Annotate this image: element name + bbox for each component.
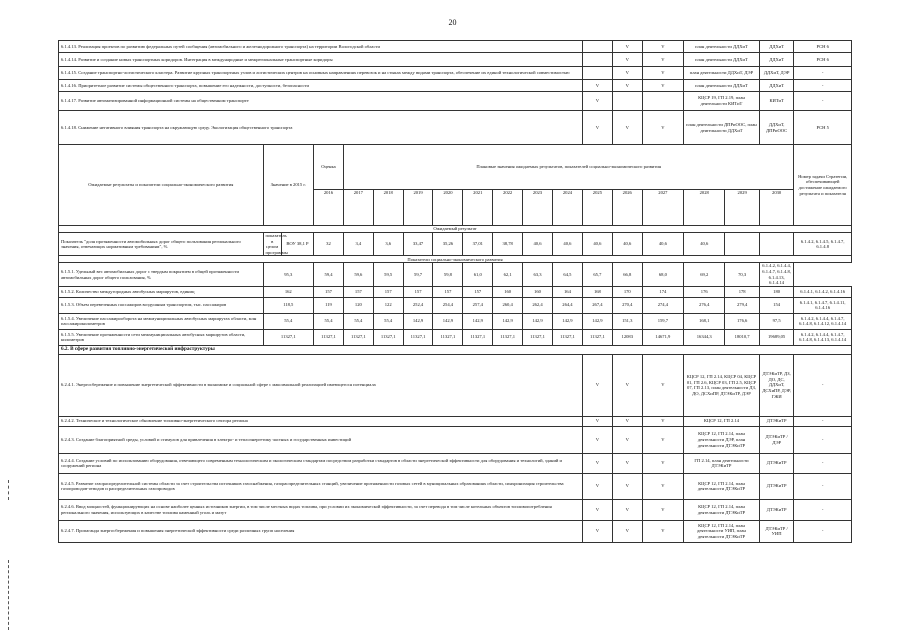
base-value: 95,3	[263, 263, 314, 286]
value-cell: 142,9	[493, 313, 523, 329]
value-cell: 142,9	[523, 313, 553, 329]
activity-text: 6.2.4.6. Ввод мощностей, функционирующих на основе наиболее ценных источников энергии, в том числе местных видах топлива, при условии их экономической эффективности, за счет перевода в том числе котельных объектов топливопотребления регионального значения, использующих в качестве топлива каменный уголь и мазут	[59, 499, 583, 520]
indicators-subheader: Показатели социально-экономического развития	[59, 256, 852, 263]
period-2-marker: V	[612, 416, 642, 426]
year-header: 2016	[314, 190, 344, 226]
period-3-marker: V	[642, 426, 683, 453]
value-cell: 40,6	[523, 233, 553, 256]
responsible-executor: КИТиТ	[759, 92, 793, 111]
value-cell: 157	[373, 286, 403, 297]
value-cell: 63,3	[523, 263, 553, 286]
value-cell: 142,9	[552, 313, 582, 329]
activity-row	[59, 111, 852, 145]
target-reference: РСН 6	[794, 41, 852, 53]
period-2-marker: V	[612, 41, 642, 53]
value-cell: 142,9	[582, 313, 612, 329]
task-reference: 6.1.4.2, 6.1.4.4, 6.1.4.7, 6.1.4.8, 6.1.4.13, 6.1.4.14	[759, 263, 793, 286]
period-3-marker: V	[642, 80, 683, 92]
value-cell: 68,0	[642, 263, 683, 286]
value-cell: 157	[403, 286, 433, 297]
responsible-executor: ДТЭКиТР / УИП	[759, 520, 793, 542]
value-cell: 69,2	[684, 263, 725, 286]
value-cell: 119	[314, 297, 344, 313]
activity-row	[59, 426, 852, 453]
source-document: КЦСР 12, ГП 2.14, план деятельности ДТЭКиТР	[684, 499, 760, 520]
header-row	[59, 145, 852, 190]
value-cell: 176	[684, 286, 725, 297]
value-cell: 59,5	[373, 263, 403, 286]
responsible-executor: ДТЭКиТР / ДЭР	[759, 426, 793, 453]
period-3-marker: V	[642, 416, 683, 426]
activity-text: 6.1.4.17. Развитие автоматизированной информационной системы на общественном транспорте	[59, 92, 583, 111]
value-cell: 274,4	[642, 297, 683, 313]
base-value-header: Значение в 2015 г.	[263, 145, 314, 226]
period-1-marker: V	[582, 453, 612, 473]
period-3-marker: V	[642, 111, 683, 145]
source-document: КЦСР 12, ГП 2.14	[684, 416, 760, 426]
year-header: 2030	[759, 190, 793, 226]
section-title: 6.2. В сфере развития топливно-энергетической инфраструктуры	[59, 345, 852, 354]
period-1-marker: V	[582, 80, 612, 92]
indicator-text: 6.1.5.1. Удельный вес автомобильных дорог с твердым покрытием в общей протяженности автомобильных дорог общего пользования, %	[59, 263, 264, 286]
value-cell: 32	[314, 233, 344, 256]
source-document: КЦСР 12, ГП 2.14, план деятельности ДТЭКиТР	[684, 473, 760, 499]
empty-cell	[759, 233, 793, 256]
responsible-executor: ДДХиТ, ДЭР	[759, 67, 793, 80]
value-cell: 122	[373, 297, 403, 313]
target-reference: РСН 5	[794, 111, 852, 145]
base-value: ВОУ 38,1 Р	[281, 233, 313, 256]
value-cell: 16344,3	[684, 329, 725, 345]
value-cell: 11327,1	[552, 329, 582, 345]
value-cell: 157	[343, 286, 373, 297]
indicator-text: 6.1.5.3. Объем перевезенных пассажиров воздушным транспортом, тыс. пассажиров	[59, 297, 264, 313]
source-document: план деятельности ДПРиООС, план деятельности ДДХиТ	[684, 111, 760, 145]
indicator-text: 6.1.5.4. Увеличение пассажирооборота на межмуниципальных автобусных маршрутах области, млн пассажирокилометров	[59, 313, 264, 329]
value-cell: 267,4	[582, 297, 612, 313]
activity-text: 6.1.4.16. Приоритетное развитие системы общественного транспорта, повышение его надежности, доступности, безопасности	[59, 80, 583, 92]
value-cell: 97,5	[759, 313, 793, 329]
value-cell: 3,4	[343, 233, 373, 256]
task-reference: 6.1.4.2, 6.1.4.4, 6.1.4.7, 6.1.4.8, 6.1.4.13, 6.1.4.14	[794, 329, 852, 345]
value-cell: 35,26	[433, 233, 463, 256]
period-1-marker	[582, 41, 612, 53]
source-document: ГП 2.14, план деятельности ДТЭКиТР	[684, 453, 760, 473]
period-1-marker: V	[582, 499, 612, 520]
source-document: КЦСР 12, ГП 2.14, план деятельности ДЭР, план деятельности ДТЭКиТР	[684, 426, 760, 453]
indicator-row	[59, 329, 852, 345]
period-1-marker: V	[582, 426, 612, 453]
year-header: 2019	[403, 190, 433, 226]
value-cell: 64,5	[552, 263, 582, 286]
target-reference: -	[794, 67, 852, 80]
activity-text: 6.2.4.2. Техническое и технологическое обновление топливно-энергетического сектора региона	[59, 416, 583, 426]
responsible-executor: ДТЭКиТР	[759, 499, 793, 520]
value-cell: 55,4	[343, 313, 373, 329]
responsible-executor: ДТЭКиТР	[759, 453, 793, 473]
value-cell: 262,4	[523, 297, 553, 313]
value-cell: 142,9	[403, 313, 433, 329]
period-3-marker: V	[642, 53, 683, 67]
value-cell: 33,47	[403, 233, 433, 256]
target-reference: -	[794, 453, 852, 473]
value-cell: 40,6	[642, 233, 683, 256]
activity-row	[59, 416, 852, 426]
period-3-marker: V	[642, 41, 683, 53]
activity-row	[59, 473, 852, 499]
expected-subheader: Ожидаемый результат	[59, 226, 852, 233]
period-1-marker: V	[582, 92, 612, 111]
indicators-subheader-row	[59, 256, 852, 263]
activity-row	[59, 53, 852, 67]
activity-row	[59, 80, 852, 92]
value-cell: 180	[759, 286, 793, 297]
value-cell: 264,4	[552, 297, 582, 313]
activity-row	[59, 499, 852, 520]
target-reference: -	[794, 416, 852, 426]
indicator-row	[59, 263, 852, 286]
value-cell: 19689,05	[759, 329, 793, 345]
value-cell: 164	[552, 286, 582, 297]
task-reference: 6.1.4.2, 6.1.4.4, 6.1.4.7, 6.1.4.8, 6.1.4.12, 6.1.4.14	[794, 313, 852, 329]
period-2-marker	[612, 92, 642, 111]
value-cell: 276,4	[684, 297, 725, 313]
value-cell: 59,7	[403, 263, 433, 286]
period-3-marker: V	[642, 520, 683, 542]
estimate-header: Оценка	[314, 145, 344, 190]
target-reference: РСН 6	[794, 53, 852, 67]
year-header: 2024	[552, 190, 582, 226]
period-2-marker: V	[612, 499, 642, 520]
period-1-marker: V	[582, 111, 612, 145]
value-cell: 11327,1	[403, 329, 433, 345]
value-cell: 40,6	[612, 233, 642, 256]
period-3-marker: V	[642, 453, 683, 473]
task-reference: 6.1.4.1, 6.1.4.2, 6.1.4.16	[794, 286, 852, 297]
value-cell: 157	[433, 286, 463, 297]
source-document: план деятельности ДДХиТ	[684, 41, 760, 53]
page-edge-marker	[8, 560, 11, 630]
value-cell: 254,4	[433, 297, 463, 313]
period-3-marker	[642, 92, 683, 111]
value-cell: 11327,1	[463, 329, 493, 345]
value-cell: 18010,7	[725, 329, 759, 345]
value-cell: 252,4	[403, 297, 433, 313]
period-3-marker: V	[642, 67, 683, 80]
value-cell: 120	[343, 297, 373, 313]
responsible-executor: ДДХиТ	[759, 41, 793, 53]
value-cell: 151,3	[612, 313, 642, 329]
year-header: 2029	[725, 190, 759, 226]
page-edge-marker	[8, 480, 11, 500]
period-2-marker: V	[612, 520, 642, 542]
value-cell: 279,4	[725, 297, 759, 313]
value-cell: 66,8	[612, 263, 642, 286]
period-1-marker: V	[582, 520, 612, 542]
indicator-row	[59, 297, 852, 313]
value-cell: 157	[314, 286, 344, 297]
period-1-marker: V	[582, 473, 612, 499]
year-header: 2025	[582, 190, 612, 226]
expected-result-text: Показатель "доля протяженности автомобильных дорог общего пользования регионального значения, отвечающих нормативным требованиям", %	[59, 233, 264, 256]
indicator-text: 6.1.5.5. Увеличение протяженности сети межмуниципальных автобусных маршрутов области, километров	[59, 329, 264, 345]
year-header: 2022	[493, 190, 523, 226]
activity-text: 6.2.4.1. Энергосбережение и повышение энергетической эффективности в экономике и социальной сфере с максимальной реализацией имеющегося потенциала	[59, 354, 583, 416]
value-cell: 176,6	[725, 313, 759, 329]
responsible-executor: ДТЭКиТР, ДЗ, ДО, ДС, ДДХиТ, ДСХиПР, ДЭР, ГЖИ	[759, 354, 793, 416]
value-cell: 37,01	[463, 233, 493, 256]
period-2-marker: V	[612, 53, 642, 67]
year-header: 2021	[463, 190, 493, 226]
activity-row	[59, 92, 852, 111]
indicator-row	[59, 313, 852, 329]
value-cell: 160	[493, 286, 523, 297]
year-header: 2023	[523, 190, 553, 226]
source-document: КЦСР 19, ГП 2.19, план деятельности КИТиТ	[684, 92, 760, 111]
value-cell: 55,4	[373, 313, 403, 329]
activity-text: 6.1.4.13. Реализация проектов по развитию федеральных путей сообщения (автомобильного и железнодорожного транспорта) на территории Вологодской области	[59, 41, 583, 53]
period-2-marker: V	[612, 67, 642, 80]
activity-text: 6.2.4.5. Развитие газораспределительной системы области за счет строительства источников газоснабжения, газораспределительных станций, увеличение протяженности газовых сетей в муниципальных образованиях области, синхронизация строительства газопроводов-отводов и распределительных газопроводов	[59, 473, 583, 499]
target-reference: -	[794, 426, 852, 453]
page-number: 20	[448, 18, 457, 27]
value-cell: 11327,1	[314, 329, 344, 345]
strategy-table	[58, 40, 852, 543]
value-cell: 11327,1	[373, 329, 403, 345]
target-reference: -	[794, 520, 852, 542]
period-2-marker: V	[612, 426, 642, 453]
activity-row	[59, 67, 852, 80]
expected-subheader-row	[59, 226, 852, 233]
value-cell: 11327,1	[582, 329, 612, 345]
value-cell: 270,4	[612, 297, 642, 313]
target-reference: -	[794, 473, 852, 499]
year-header: 2020	[433, 190, 463, 226]
period-3-marker: V	[642, 354, 683, 416]
value-cell: 12083	[612, 329, 642, 345]
period-2-marker: V	[612, 473, 642, 499]
activity-text: 6.1.4.18. Снижение негативного влияния транспорта на окружающую среду. Экологизация общественного транспорта	[59, 111, 583, 145]
period-2-marker: V	[612, 354, 642, 416]
value-cell: 157	[463, 286, 493, 297]
base-value: 118,5	[263, 297, 314, 313]
task-header: Номер задачи Стратегии, обеспечивающей достижение ожидаемого результата и показателя	[794, 145, 852, 226]
base-value: 162	[263, 286, 314, 297]
value-cell: 40,6	[684, 233, 725, 256]
task-reference: 6.1.4.1, 6.1.4.7, 6.1.4.11, 6.1.4.16	[794, 297, 852, 313]
activity-row	[59, 41, 852, 53]
value-cell: 40,6	[582, 233, 612, 256]
value-cell: 59,8	[433, 263, 463, 286]
value-cell: 55,4	[314, 313, 344, 329]
value-cell: 11327,1	[523, 329, 553, 345]
unit-cell: показатель в целом программы	[263, 233, 281, 256]
activity-row	[59, 354, 852, 416]
value-cell: 142,9	[463, 313, 493, 329]
source-document: план деятельности ДДХиТ, ДЭР	[684, 67, 760, 80]
period-2-marker: V	[612, 111, 642, 145]
period-2-marker: V	[612, 453, 642, 473]
period-3-marker: V	[642, 473, 683, 499]
value-cell: 62,1	[493, 263, 523, 286]
responsible-executor: ДТЭКиТР	[759, 416, 793, 426]
period-1-marker	[582, 67, 612, 80]
value-cell: 40,6	[552, 233, 582, 256]
target-reference: -	[794, 80, 852, 92]
activity-text: 6.2.4.7. Пропаганда энергосбережения и повышения энергетической эффективности среди различных групп населения	[59, 520, 583, 542]
activity-row	[59, 520, 852, 542]
value-cell: 11327,1	[433, 329, 463, 345]
value-cell: 174	[642, 286, 683, 297]
source-document: КЦСР 12, ГП 2.14, КЦСР 04, КЦСР 01, ГП 2.6, КЦСР 03, ГП 2.5, КЦСР 07, ГП 2.13, план деятельности ДЗ, ДО, ДСХиПР, ДТЭКиТР, ДЭР	[684, 354, 760, 416]
value-cell: 59,4	[314, 263, 344, 286]
year-header: 2018	[373, 190, 403, 226]
source-document: КЦСР 12, ГП 2.14, план деятельности УИП, план деятельности ДТЭКиТР	[684, 520, 760, 542]
value-cell: 178	[725, 286, 759, 297]
activity-text: 6.2.4.4. Создание условий по использованию оборудования, отвечающего современным технологическим и экологическим стандартам посредством разработки стандартов в области энергетической эффективности для оборудования и технологий, зданий и сооружений региона	[59, 453, 583, 473]
value-cell: 38,78	[493, 233, 523, 256]
responsible-executor: ДДХиТ	[759, 53, 793, 67]
period-1-marker: V	[582, 416, 612, 426]
period-1-marker: V	[582, 354, 612, 416]
activity-text: 6.2.4.3. Создание благоприятной среды, условий и стимулов для привлечения в электро- и теплоэнергетику частных и государственных инвестиций	[59, 426, 583, 453]
expected-result-row	[59, 233, 852, 256]
section-row	[59, 345, 852, 354]
activity-text: 6.1.4.14. Развитие и создание новых транспортных коридоров. Интеграция в международные и межрегиональные транспортные коридоры	[59, 53, 583, 67]
value-cell: 11327,1	[493, 329, 523, 345]
value-cell: 70,3	[725, 263, 759, 286]
value-cell: 159,7	[642, 313, 683, 329]
value-cell: 142,9	[433, 313, 463, 329]
value-cell: 3,6	[373, 233, 403, 256]
year-header: 2028	[684, 190, 725, 226]
indicator-text: 6.1.5.2. Количество междугородных автобусных маршрутов, единиц	[59, 286, 264, 297]
value-cell: 154	[759, 297, 793, 313]
empty-cell	[725, 233, 759, 256]
value-cell: 59,6	[343, 263, 373, 286]
base-value: 11327,1	[263, 329, 314, 345]
value-cell: 61,0	[463, 263, 493, 286]
activity-text: 6.1.4.15. Создание транспортно-логистического кластера. Развитие крупных транспортных узлов и логистических центров на основных направлениях перевозок и на стыках между видами транспорта, обеспечение их единой технологической совместимостью	[59, 67, 583, 80]
results-header: Ожидаемые результаты и показатели социально-экономического развития	[59, 145, 264, 226]
responsible-executor: ДДХиТ	[759, 80, 793, 92]
responsible-executor: ДТЭКиТР	[759, 473, 793, 499]
target-reference: -	[794, 499, 852, 520]
target-reference: -	[794, 354, 852, 416]
value-cell: 11327,1	[343, 329, 373, 345]
year-header: 2017	[343, 190, 373, 226]
base-value: 55,4	[263, 313, 314, 329]
period-2-marker: V	[612, 80, 642, 92]
plan-header: Плановые значения ожидаемых результатов, показателей социально-экономического развития	[343, 145, 793, 190]
year-header: 2026	[612, 190, 642, 226]
period-3-marker: V	[642, 499, 683, 520]
responsible-executor: ДДХиТ, ДПРиООС	[759, 111, 793, 145]
value-cell: 260,4	[493, 297, 523, 313]
value-cell: 65,7	[582, 263, 612, 286]
period-1-marker	[582, 53, 612, 67]
task-reference: 6.1.4.2, 6.1.4.5, 6.1.4.7, 6.1.4.8	[794, 233, 852, 256]
source-document: план деятельности ДДХиТ	[684, 53, 760, 67]
value-cell: 170	[612, 286, 642, 297]
value-cell: 14671,9	[642, 329, 683, 345]
value-cell: 257,4	[463, 297, 493, 313]
value-cell: 168	[582, 286, 612, 297]
activity-row	[59, 453, 852, 473]
value-cell: 160	[523, 286, 553, 297]
source-document: план деятельности ДДХиТ	[684, 80, 760, 92]
year-header: 2027	[642, 190, 683, 226]
value-cell: 168,1	[684, 313, 725, 329]
indicator-row	[59, 286, 852, 297]
target-reference: -	[794, 92, 852, 111]
